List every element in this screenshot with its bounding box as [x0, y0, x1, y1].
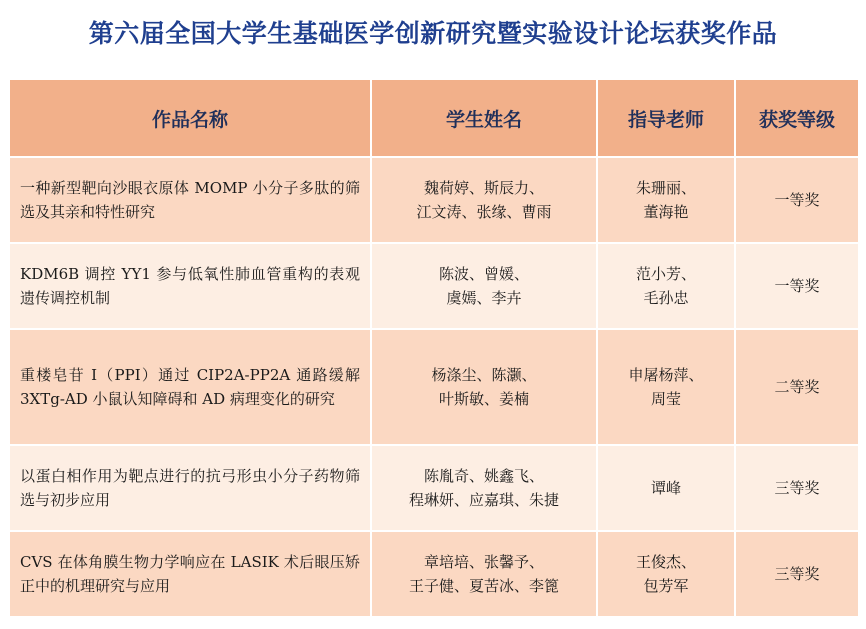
table-row [9, 157, 859, 243]
advisor-line: 毛孙忠 [643, 289, 689, 307]
advisor-line: 董海艳 [643, 203, 689, 221]
student-line: 章培培、张馨予、 [423, 553, 544, 571]
student-line: 杨涤尘、陈灏、 [431, 366, 537, 384]
header-advisors: 指导老师 [597, 79, 735, 157]
work-title: 一种新型靶向沙眼衣原体 MOMP 小分子多肽的筛选及其亲和特性研究 [9, 157, 371, 243]
advisor-line: 朱珊丽、 [635, 179, 696, 197]
advisor-names [597, 445, 735, 531]
table-row [9, 445, 859, 531]
advisor-names [597, 531, 735, 617]
student-line: 陈胤奇、姚鑫飞、 [423, 467, 544, 485]
award-level: 二等奖 [735, 329, 859, 445]
student-names [371, 329, 597, 445]
advisor-line: 包芳军 [643, 577, 689, 595]
student-names [371, 445, 597, 531]
page-title: 第六届全国大学生基础医学创新研究暨实验设计论坛获奖作品 [88, 19, 778, 48]
award-level: 三等奖 [735, 531, 859, 617]
advisor-line: 谭峰 [650, 479, 681, 497]
work-title: 重楼皂苷 I（PPI）通过 CIP2A-PP2A 通路缓解 3XTg-AD 小鼠认知障碍和 AD 病理变化的研究 [9, 329, 371, 445]
advisor-names [597, 329, 735, 445]
advisor-line: 申屠杨萍、 [628, 366, 704, 384]
award-level: 一等奖 [735, 157, 859, 243]
table-row [9, 243, 859, 329]
advisor-line: 王俊杰、 [635, 553, 696, 571]
student-names [371, 531, 597, 617]
student-line: 魏荷婷、斯辰力、 [423, 179, 544, 197]
header-students: 学生姓名 [371, 79, 597, 157]
advisor-names [597, 157, 735, 243]
student-line: 虞嫣、李卉 [446, 289, 522, 307]
work-title: CVS 在体角膜生物力学响应在 LASIK 术后眼压矫正中的机理研究与应用 [9, 531, 371, 617]
student-names [371, 243, 597, 329]
table-header-row [9, 79, 859, 157]
student-line: 江文涛、张缘、曹雨 [416, 203, 552, 221]
advisor-line: 周莹 [650, 390, 681, 408]
award-level: 三等奖 [735, 445, 859, 531]
award-level: 一等奖 [735, 243, 859, 329]
table-row [9, 531, 859, 617]
student-line: 王子健、夏苦冰、李篦 [408, 577, 559, 595]
advisor-names [597, 243, 735, 329]
awards-table [8, 78, 860, 618]
header-award: 获奖等级 [735, 79, 859, 157]
advisor-line: 范小芳、 [635, 265, 696, 283]
work-title: KDM6B 调控 YY1 参与低氧性肺血管重构的表观遗传调控机制 [9, 243, 371, 329]
student-line: 叶斯敏、姜楠 [438, 390, 529, 408]
work-title: 以蛋白相作用为靶点进行的抗弓形虫小分子药物筛选与初步应用 [9, 445, 371, 531]
header-work: 作品名称 [9, 79, 371, 157]
table-row [9, 329, 859, 445]
student-names [371, 157, 597, 243]
student-line: 程琳妍、应嘉琪、朱捷 [408, 491, 559, 509]
student-line: 陈波、曾媛、 [438, 265, 529, 283]
